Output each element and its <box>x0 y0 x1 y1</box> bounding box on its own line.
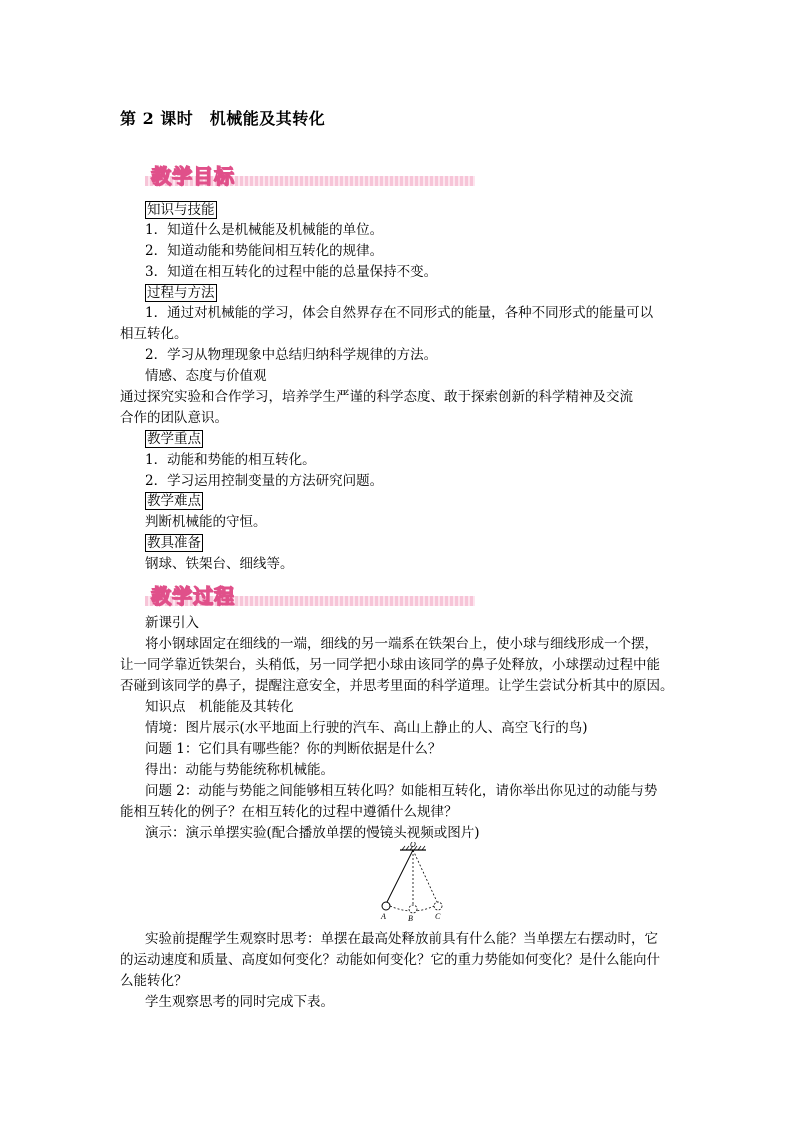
knowledge-heading: 知识与技能 <box>147 202 215 218</box>
demo-text: 演示：演示单摆实验(配合播放单摆的慢镜头视频或图片) <box>145 825 480 841</box>
lesson-title: 第 2 课时 机械能及其转化 <box>120 109 326 128</box>
difficulty-text: 判断机械能的守恒。 <box>145 514 267 530</box>
string-a <box>386 850 413 904</box>
after-line-1: 实验前提醒学生观察时思考：单摆在最高处释放前具有什么能？当单摆左右摆动时，它 <box>145 931 658 947</box>
method-item-1-line-2: 相互转化。 <box>120 326 188 342</box>
difficulty-heading: 教学难点 <box>147 493 201 509</box>
bob-b <box>409 905 417 913</box>
tools-heading: 教具准备 <box>147 535 201 551</box>
attitude-line-2: 合作的团队意识。 <box>120 410 228 426</box>
label-o: O <box>410 842 416 849</box>
attitude-line-1: 通过探究实验和合作学习，培养学生严谨的科学态度、敢于探索创新的科学精神及交流 <box>120 389 633 405</box>
knowledge-item-3: 3．知道在相互转化的过程中能的总量保持不变。 <box>145 264 438 280</box>
after-line-2: 的运动速度和质量、高度如何变化？动能如何变化？它的重力势能如何变化？是什么能向什 <box>120 952 660 968</box>
objectives-banner <box>145 162 475 186</box>
objectives-banner-text: 教学目标 <box>151 164 235 188</box>
key-points-heading: 教学重点 <box>147 431 201 447</box>
intro-line-1: 将小钢球固定在细线的一端，细线的另一端系在铁架台上，使小球与细线形成一个摆， <box>145 636 658 652</box>
key-point-1: 1．动能和势能的相互转化。 <box>145 452 316 468</box>
situation-text: 情境：图片展示(水平地面上行驶的汽车、高山上静止的人、高空飞行的鸟) <box>145 720 588 736</box>
intro-heading: 新课引入 <box>145 615 199 631</box>
key-point-2: 2．学习运用控制变量的方法研究问题。 <box>145 473 384 489</box>
question-2-line-2: 能相互转化的例子？在相互转化的过程中遵循什么规律？ <box>120 804 458 820</box>
final-instruction: 学生观察思考的同时完成下表。 <box>145 994 334 1010</box>
question-2-line-1: 问题 2：动能与势能之间能够相互转化吗？如能相互转化，请你举出你见过的动能与势 <box>145 783 658 799</box>
pendulum-diagram <box>370 842 450 922</box>
attitude-heading: 情感、态度与价值观 <box>145 368 267 384</box>
knowledge-item-1: 1．知道什么是机械能及机械能的单位。 <box>145 222 384 238</box>
tools-text: 钢球、铁架台、细线等。 <box>145 556 294 572</box>
question-1: 问题 1：它们具有哪些能？你的判断依据是什么？ <box>145 741 442 757</box>
intro-line-2: 让一同学靠近铁架台，头稍低，另一同学把小球由该同学的鼻子处释放，小球摆动过程中能 <box>120 657 660 673</box>
knowledge-point-heading: 知识点 机能能及其转化 <box>145 699 294 715</box>
conclusion-text: 得出：动能与势能统称机械能。 <box>145 762 334 778</box>
bob-c <box>434 902 442 910</box>
intro-line-3: 否碰到该同学的鼻子，提醒注意安全，并思考里面的科学道理。让学生尝试分析其中的原因。 <box>120 678 674 694</box>
label-a: A <box>381 912 386 921</box>
string-c <box>413 850 438 904</box>
process-banner <box>145 582 475 606</box>
label-b: B <box>408 914 413 922</box>
method-item-1-line-1: 1．通过对机械能的学习，体会自然界存在不同形式的能量，各种不同形式的能量可以 <box>145 305 654 321</box>
method-heading: 过程与方法 <box>147 285 215 301</box>
after-line-3: 么能转化？ <box>120 973 188 989</box>
method-item-2: 2．学习从物理现象中总结归纳科学规律的方法。 <box>145 347 438 363</box>
label-c: C <box>435 912 441 921</box>
bob-a <box>382 902 390 910</box>
process-banner-text: 教学过程 <box>151 584 235 608</box>
knowledge-item-2: 2．知道动能和势能间相互转化的规律。 <box>145 243 384 259</box>
